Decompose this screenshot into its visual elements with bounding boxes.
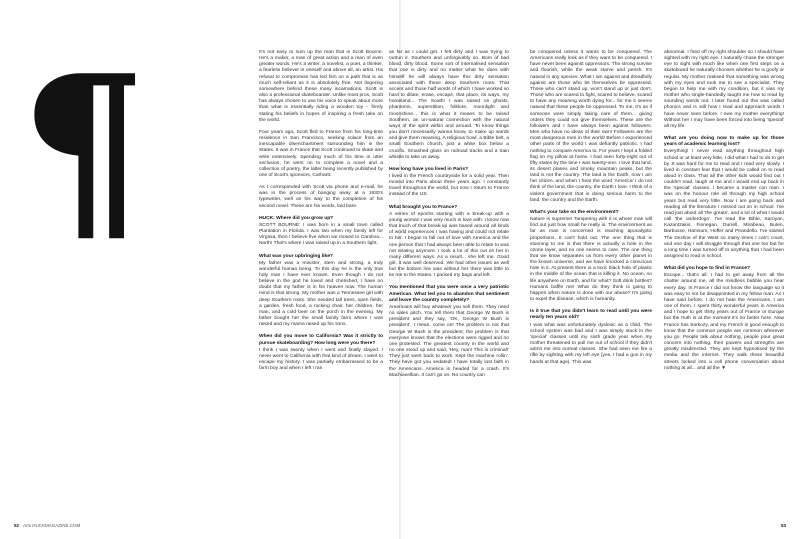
interview-answer: Everything! I never read anything throughout high school or at least very little. I did what I had to do to get by. It was hard for me to read and I read very slowly. I lived in constant fear that I would be called on to read aloud in class. That all the other kids would find out I couldn't read, laugh at me and I would end up back in the 'special' classes. I became a master con man. I was on the honour role all through my high school years but read very little. Now I am going back and reading all the literature I missed out on in school. I've read just about all 'the greats', and a lot of what I would call 'the underdogs'. I've read the Bible, Saroyan, Kazantzakis, Finnegan, Durrell, Mirabeau, Buten, Barbusse, Hamsum, Hoffer and Pirandello. I've started The Decline of the West so many times I can't count, and one day I will struggle through that one too but for a long time I was turned off to anything that I had been assigned to read in school. [664, 149, 784, 259]
interview-answer: A series of epochs starting with a break-up with a young woman I was very much in love with. I know now that much of that break-up was based around all kinds of world experiences I was having and could not relate to her. I began to fall out of love with America and the one person that I had always been able to relate to was not relating anymore. I took a lot of this out on her in many different ways. As a result... she left me. Good girl, it was well deserved. We had other issues as well but the bottom line was without her there was little to tie me to the States. I packed my bags and left. [389, 211, 509, 279]
interview-question: Is it true that you didn't learn to read until you were nearly ten years old? [530, 309, 652, 321]
text-column-4 [664, 50, 784, 378]
page-number-left: 52 [14, 523, 20, 528]
interview-question: You mentioned that you were once a very patriotic American. What led you to abandon that sentiment and leave the country completely? [389, 285, 509, 303]
interview-answer: as far as I could get. I felt dirty and I was trying to outrun it. Southern and unforgivably so. Born of bad blood, dirty blood. Some sort of internalised sensation that one is dirty and no matter what he does with himself he will always have this dirty sensation associated with these deep Southern roots. That accent and those half words of which I have worked so hard to dilute, erase, escape, that place, its ways, my homeland... The South! I was raised on ghosts, phantoms, superstition, folklore, moonlight and moonshine... this is what it means to be raised Southern, an un-natural connection with the natural ways of the spirit within and around. To know things you don't necessarily wanna know, to make up words and give them meaning. A religious howl, a Bible belt, a small Southern church, just a white box below a crucifix. Smashed glass on railroad tracks and a train whistle to take us away. [389, 50, 509, 160]
interview-question: What was your upbringing like? [259, 253, 333, 259]
interview-question: What are you doing now to make up for those years of academic learning lost? [664, 136, 784, 148]
interview-answer: I think I was twenty when I went and finally stayed. I never went to California with that kind of dream. I went to escape my history. I was partially embarrassed to be a farm boy and when I left I ran [259, 347, 383, 372]
interview-answer: I was what was unfortunately dyslexic as a child. The school system was bad and I was simply stuck in the 'special' classes until my sixth grade year when my mother threatened to pull me out of school if they didn't admit me into normal classes. She had seen me fire a rifle by sighting with my left eye (yes, I had a gun in my hands at that age). This was [530, 322, 652, 365]
footer-site: Arts HUCKMAGAZINE.COM [23, 523, 81, 528]
interview-answer: I lived in the French countryside for a solid year. Then moved into Paris about three years ago. I constantly travel throughout the world, but now I return to France instead of the US. [389, 173, 509, 198]
interview-question: What's your take on the environment? [530, 209, 619, 215]
interview-answer: Nature is supreme! Tampering with it is where man will find out just how small he really is. The environment as far as man is concerned is reaching apocalyptic proportions. It can't hold out. The one thing that is stunning to me is that there is actually a hole in the ozone layer, and no one seems to care. The one thing that we know separates us from every other planet in the known universe, and we have knocked a conscious hole in it. At present there is a toxic black hole of plastic in the middle of the ocean that is killing it. No ocean, no life anywhere on Earth, and for what? Soft drink bottles? Humans baffle me! What do they think is going to happen when nature is done with our abuse? It's going to expel the disease, which is humanity. [530, 217, 652, 303]
intro-paragraph: Four years ago, Scott fled to France from his long-time residence in San Francisco, seeking solace from an inescapable disenchantment surrounding him in the States. It was in France that Scott continued to skate and write extensively. Spending much of his time in utter seclusion, he went on to complete a novel and a collection of poetry, the latter being recently published by one of Scott's sponsors, Carhartt. [259, 129, 383, 178]
interview-answer: Americans will buy whatever you sell them. They need no sales pitch. You tell them that George W Bush is president and they say, 'OK, George W Bush is president'. I mean, come on! The problem is not that George W Bush is the president; the problem is that everyone knows that the elections were rigged and no one protested. The greatest country in the world and no one stood up and said, 'Hey, man! This is criminal!' They just went back to work. Kept the machine rollin'. They have got you sedated! I have totally lost faith in the Americans. America is headed for a crash. It's Machiavellian. It can't go on. No country can [389, 304, 509, 378]
page-number-right: 53 [780, 523, 786, 528]
footer-left [14, 523, 80, 528]
pilcrow-dropcap: ¶ [20, 32, 148, 267]
text-column-1 [259, 50, 383, 378]
intro-paragraph: It's not easy to sum up the man that is Scott Bourne. He's a maker, a man of great action and a man of even greater words. He's a writer, a novelist, a poet, a thinker, a fearless believer in oneself and above all, an artist. His refusal to compromise has led him on a path that is as much self-reliant as it is absolutely free. Not lingering somewhere behind these many incarnations, Scott is also a professional skateboarder. Unlike most pros, Scott has always chosen to use his voice to speak about more than what is essentially riding a wooden toy – firmly stating his beliefs in hopes of inspiring a fresh take on the world. [259, 50, 383, 123]
interview-answer: SCOTT BOURNE: I was born in a small town called Plantation in Florida. I was two when my family left for Virginia, then I believe five when we moved to Carolina... North! That's where I was raised up in a Southern light. [259, 222, 383, 247]
interview-answer: Escape... that's all. I had to get away from all the chatter around me, all the mindless babble you hear every day. In France I did not know the language so it was easy to not be disappointed in my fellow man. As I have said before, I do not hate the Americans, I am one of them. I spent thirty wonderful years in America and I hope to get thirty years out of France or Europe but the truth is at the moment it's no better here. Now France has Sarkozy, and my French is good enough to know that the common people are common wherever you go. People talk about nothing, people pour great concern into nothing, their powers and strengths are greatly misdirected. They are kept hypnotised by the media and the internet. They walk these beautiful streets locked into a cell phone conversation about nothing at all... and all the ▼ [664, 273, 784, 371]
interview-answer: My father was a minister, stern and strong, a truly wonderful human being. To this day he is the only true holy man I have ever known. Even though I do not believe in the god he loved and cherished, I have no doubt that my father is in his heaven now. The human mind is that strong. My mother was a Tennessee girl with deep Southern roots. She needed tall trees, open fields, a garden, fresh food, a rocking chair, her children, her man, and a cold beer on the porch in the evening. My father bought her the small family farm where I was raised and my mama raised up his sons. [259, 260, 383, 328]
text-column-2 [389, 50, 509, 385]
interview-answer: be conquered unless it wants to be conquered. The Americans really look as if they want to be conquered. I have never been against oppressors. The strong survive and flourish, while the weak starve and perish. It's natural in any species. What I am against and dreadfully against are those who let themselves be oppressed. Those who can't stand up, won't stand up or just don't. Those who are scared to fight, scared to believe, scared to have any meaning worth dying for... for me it seems natural that these people be oppressed. To me, it's as if someone were simply taking care of them... giving orders they could not give themselves. These are the followers and I have always been against followers. Men who have no ideas of their own! Followers are the most dangerous men in the world! Before I experienced other parts of the world I was defiantly patriotic. I had nothing to compare America to. For years I kept a folded flag on my pillow at home. I had seen forty-eight out of fifty states by the time I was twenty-one. I love that land, its desert planes and smoky mountain peaks, but the land is not the country. The land is the Earth, now I am her citizen, and when I hear the word 'America' I do not think of the land, the country, the Earth I love. I think of a violent government that is doing serious harm to the land, the country and the Earth. [530, 50, 652, 203]
interview-question: What brought you to France? [389, 204, 458, 210]
intro-paragraph: As I corresponded with Scott via phone and e-mail, he was in the process of banging away at a 1930's typewriter, well on his way to the completion of his second novel. These are his words, laid bare. [259, 185, 383, 209]
interview-answer: abnormal. I fired off my right shoulder so I should have sighted with my right eye. I naturally chose the stronger eye to sight with much like when one first steps on a skateboard he naturally chooses whether he is goofy or regular. My mother realised that something was wrong with my eyes and took me to see a specialist. They began to help me with my condition, but it was my mother who single-handedly taught me how to read by sounding words out. I later found out this was called phonics and is still how I read and approach words I have never seen before. I owe my mother everything! Without her I may have been forced into being 'special' all my life. [664, 50, 784, 129]
text-column-3 [530, 50, 652, 372]
interview-question: HUCK: Where did you grow up? [259, 215, 334, 221]
interview-question: When did you move to California? Was it strictly to pursue skateboarding? How long were you there? [259, 334, 383, 346]
interview-question: What did you hope to find in France? [664, 266, 751, 272]
interview-question: How long have you lived in Paris? [389, 166, 469, 172]
